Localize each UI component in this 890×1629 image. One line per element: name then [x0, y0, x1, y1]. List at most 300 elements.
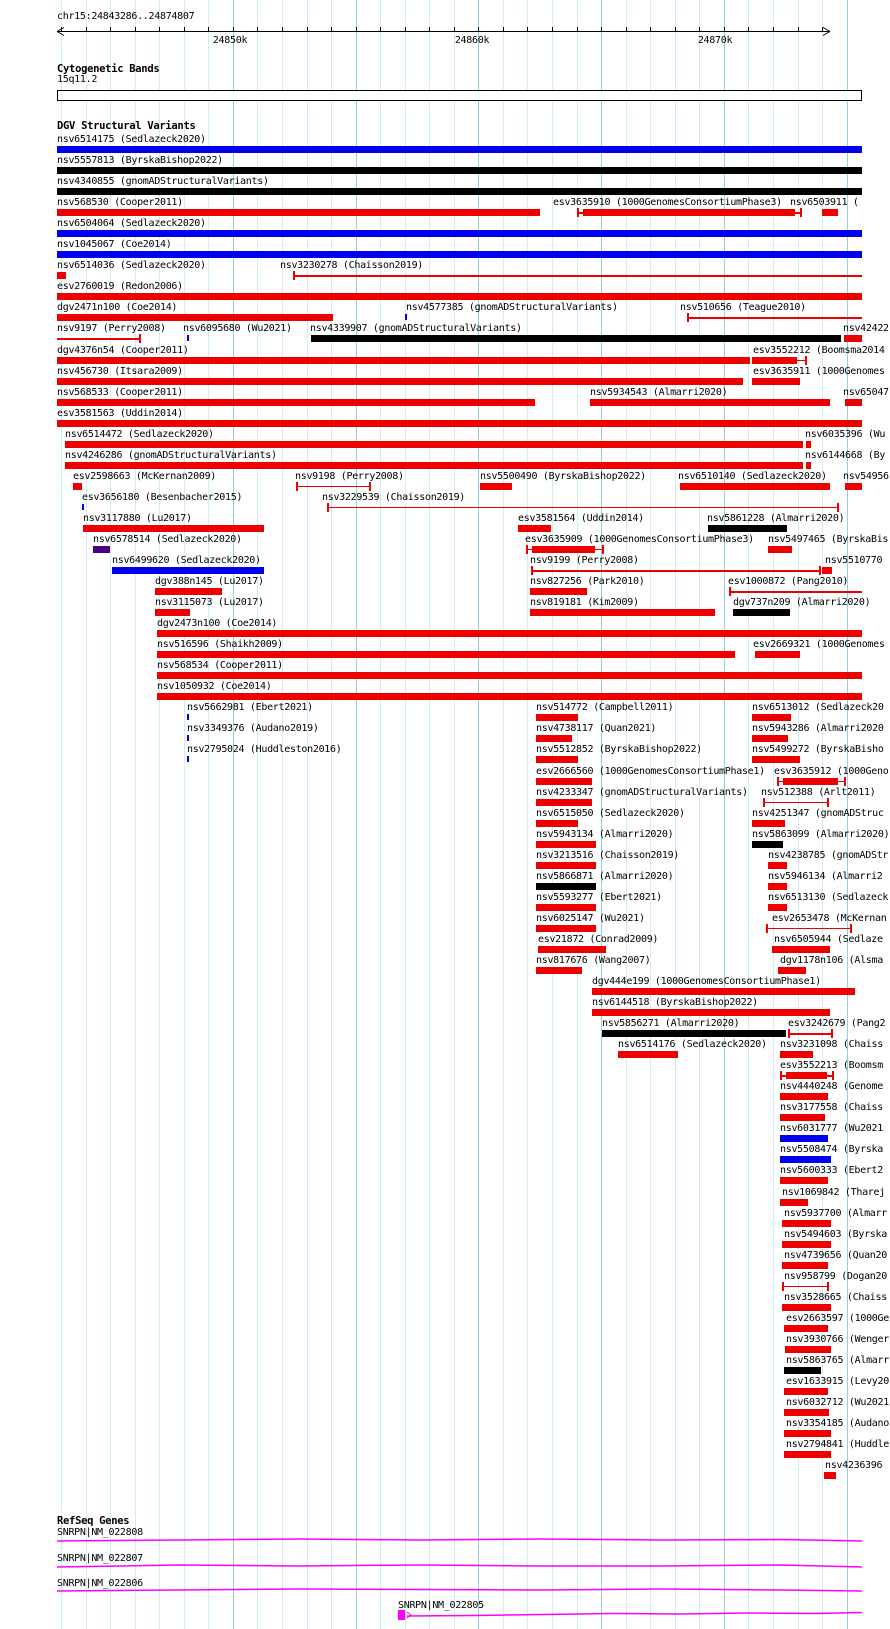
variant-label[interactable]: esv3635912 (1000Geno [774, 765, 889, 777]
variant-label[interactable]: esv21872 (Conrad2009) [538, 933, 659, 945]
variant-bar[interactable] [536, 904, 596, 911]
variant-bar[interactable] [536, 756, 578, 763]
variant-range-cap [819, 566, 821, 575]
variant-bar[interactable] [680, 483, 830, 490]
variant-label[interactable]: esv2669321 (1000Genomes [753, 639, 885, 651]
variant-bar[interactable] [844, 335, 862, 342]
gene-line[interactable] [407, 1613, 862, 1617]
variant-label[interactable]: esv3552213 (Boomsm [780, 1060, 883, 1072]
variant-label[interactable]: nsv5497465 (ByrskaBis [768, 533, 889, 545]
variant-range-cap [788, 1029, 790, 1038]
variant-bar[interactable] [806, 462, 811, 469]
ruler-tick [257, 27, 258, 31]
variant-range-line[interactable] [729, 591, 862, 593]
variant-label[interactable]: nsv9199 (Perry2008) [530, 555, 639, 566]
variant-label[interactable]: nsv3213516 (Chaisson2019) [536, 849, 680, 861]
variant-bar[interactable] [752, 820, 785, 827]
gene-start-exon-box[interactable] [398, 1610, 405, 1620]
ruler-tick [208, 27, 209, 31]
variant-bar[interactable] [845, 483, 862, 490]
variant-range-line[interactable] [57, 338, 140, 340]
variant-label[interactable]: esv3242679 (Pang2 [788, 1018, 886, 1030]
variant-label[interactable]: nsv3528665 (Chaiss [784, 1291, 887, 1303]
variant-label[interactable]: nsv5557813 (ByrskaBishop2022) [57, 155, 223, 167]
ruler-tick [748, 27, 749, 31]
variant-label[interactable]: nsv6505944 (Sedlaze [774, 933, 883, 945]
ruler-tick [331, 27, 332, 31]
ruler-tick [626, 27, 627, 31]
variant-bar[interactable] [780, 1156, 831, 1163]
variant-bar[interactable] [57, 378, 743, 385]
variant-range-line[interactable] [293, 275, 862, 277]
variant-label[interactable]: dgv4376n54 (Cooper2011) [57, 344, 189, 356]
variant-label[interactable]: nsv5937700 (Almarr [784, 1207, 887, 1219]
ruler-tick [454, 27, 455, 31]
variant-label[interactable]: nsv3117880 (Lu2017) [83, 512, 192, 524]
variant-range-cap [831, 1029, 833, 1038]
ruler-tick [822, 27, 823, 31]
gene-direction-arrow-icon [407, 1612, 411, 1618]
ruler-tick [699, 27, 700, 31]
variant-bar[interactable] [536, 925, 596, 932]
variant-label[interactable]: esv2653478 (McKernan [772, 912, 887, 924]
variant-bar[interactable] [57, 146, 862, 153]
variant-bar[interactable] [83, 525, 264, 532]
variant-bar[interactable] [536, 799, 592, 806]
variant-label[interactable]: nsv6031777 (Wu2021 [780, 1123, 883, 1135]
variant-label[interactable]: nsv6144668 (By [805, 449, 886, 461]
variant-bar[interactable] [752, 735, 788, 742]
variant-label[interactable]: nsv4440248 (Genome [780, 1081, 883, 1093]
variant-label[interactable]: nsv568530 (Cooper2011) [57, 197, 183, 209]
variant-label[interactable]: nsv6578514 (Sedlazeck2020) [93, 533, 242, 545]
variant-bar[interactable] [784, 1409, 829, 1416]
variant-bar[interactable] [536, 735, 572, 742]
variant-range-cap [766, 924, 768, 933]
variant-bar[interactable] [536, 967, 582, 974]
variant-label[interactable]: nsv514772 (Campbell2011) [536, 702, 674, 714]
variant-bar[interactable] [752, 756, 800, 763]
ruler-tick [527, 27, 528, 31]
variant-label[interactable]: nsv5861228 (Almarri2020) [707, 512, 845, 524]
variant-label[interactable]: nsv2795024 (Huddleston2016) [187, 744, 342, 756]
variant-bar[interactable] [590, 399, 830, 406]
variant-point-tick[interactable] [82, 504, 84, 510]
variant-point-tick[interactable] [187, 714, 189, 720]
variant-label[interactable]: nsv6514175 (Sedlazeck2020) [57, 134, 206, 145]
variant-label[interactable]: nsv817676 (Wang2007) [536, 954, 651, 966]
variant-label[interactable]: nsv4246286 (gnomADStructuralVariants) [65, 449, 277, 461]
variant-label[interactable]: nsv6499620 (Sedlazeck2020) [112, 555, 261, 566]
variant-label[interactable]: nsv5856271 (Almarri2020) [602, 1018, 740, 1030]
ruler-tick [233, 27, 234, 31]
variant-label[interactable]: nsv6144518 (ByrskaBishop2022) [592, 997, 758, 1009]
variant-label[interactable]: nsv3354185 (Audano [786, 1418, 889, 1430]
variant-range-cap [293, 271, 295, 280]
variant-label[interactable]: nsv5500490 (ByrskaBishop2022) [480, 470, 646, 482]
variant-label[interactable]: nsv54956 [843, 470, 889, 482]
variant-bar[interactable] [157, 630, 862, 637]
variant-bar[interactable] [602, 1030, 786, 1037]
ruler-coordinate-label: 24850k [212, 35, 248, 46]
variant-whisker-cap [800, 208, 802, 217]
gene-label[interactable]: SNRPN|NM_022805 [398, 1600, 484, 1611]
variant-range-line[interactable] [327, 507, 838, 509]
variant-bar[interactable] [768, 904, 787, 911]
variant-bar[interactable] [538, 946, 606, 953]
variant-bar[interactable] [782, 1220, 831, 1227]
variant-whisker-cap [577, 208, 579, 217]
variant-label[interactable]: nsv6504064 (Sedlazeck2020) [57, 218, 206, 230]
variant-label[interactable]: nsv4238785 (gnomADStr [768, 849, 889, 861]
variant-label[interactable]: nsv5946134 (Almarri2 [768, 870, 883, 882]
variant-label[interactable]: dgv1178n106 (Alsma [780, 954, 883, 966]
variant-range-line[interactable] [531, 570, 820, 572]
variant-label[interactable]: esv3635909 (1000GenomesConsortiumPhase3) [525, 533, 754, 545]
variant-bar[interactable] [768, 546, 792, 553]
variant-bar[interactable] [93, 546, 110, 553]
variant-bar[interactable] [780, 1199, 808, 1206]
ruler-tick [675, 27, 676, 31]
variant-label[interactable]: nsv4340855 (gnomADStructuralVariants) [57, 176, 269, 188]
variant-range-line[interactable] [296, 486, 370, 488]
variant-range-cap [687, 313, 689, 322]
variant-bar[interactable] [786, 1072, 827, 1079]
variant-range-cap [296, 482, 298, 491]
variant-label[interactable]: nsv4251347 (gnomADStruc [752, 807, 884, 819]
variant-label[interactable]: nsv2794841 (Huddle [786, 1439, 889, 1451]
ruler-tick [135, 27, 136, 31]
variant-label[interactable]: nsv456730 (Itsara2009) [57, 365, 183, 377]
variant-label[interactable]: esv1000872 (Pang2010) [728, 576, 849, 588]
ruler-tick [478, 27, 479, 31]
variant-label[interactable]: nsv5866871 (Almarri2020) [536, 870, 674, 882]
variant-label[interactable]: nsv510656 (Teague2010) [680, 302, 806, 314]
variant-bar[interactable] [155, 588, 222, 595]
variant-label[interactable]: nsv5494603 (Byrska [784, 1228, 887, 1240]
variant-bar[interactable] [57, 314, 333, 321]
variant-label[interactable]: dgv388n145 (Lu2017) [155, 576, 264, 588]
variant-bar[interactable] [536, 820, 578, 827]
variant-bar[interactable] [824, 1472, 836, 1479]
variant-whisker-cap [844, 777, 846, 786]
variant-bar[interactable] [782, 1262, 828, 1269]
variant-point-tick[interactable] [187, 756, 189, 762]
variant-label[interactable]: nsv6025147 (Wu2021) [536, 912, 645, 924]
variant-range-cap [850, 924, 852, 933]
variant-bar[interactable] [768, 862, 787, 869]
variant-bar[interactable] [784, 1430, 831, 1437]
variant-bar[interactable] [536, 714, 578, 721]
variant-bar[interactable] [536, 778, 592, 785]
variant-label[interactable]: dgv2473n100 (Coe2014) [157, 618, 278, 630]
variant-bar[interactable] [806, 441, 811, 448]
variant-label[interactable]: esv2663597 (1000Ge [786, 1312, 889, 1324]
variant-bar[interactable] [783, 778, 838, 785]
variant-label[interactable]: dgv2471n100 (Coe2014) [57, 302, 178, 314]
variant-bar[interactable] [708, 525, 787, 532]
ruler-tick [429, 27, 430, 31]
variant-label[interactable]: nsv5512852 (ByrskaBishop2022) [536, 744, 702, 756]
refseq-section-title: RefSeq Genes [57, 1515, 130, 1527]
variant-range-line[interactable] [766, 928, 851, 930]
variant-range-cap [827, 798, 829, 807]
variant-bar[interactable] [822, 209, 838, 216]
variant-label[interactable]: esv3656180 (Besenbacher2015) [82, 491, 243, 503]
variant-label[interactable]: nsv5943286 (Almarri2020 [752, 723, 884, 735]
variant-label[interactable]: nsv6513130 (Sedlazeck [768, 891, 889, 903]
variant-bar[interactable] [65, 441, 803, 448]
variant-label[interactable]: esv3552212 (Boomsma2014 [753, 344, 885, 356]
variant-label[interactable]: nsv568533 (Cooper2011) [57, 386, 183, 398]
variant-point-tick[interactable] [405, 314, 407, 320]
variant-bar[interactable] [57, 420, 862, 427]
variant-range-cap [827, 1282, 829, 1291]
variant-label[interactable]: esv3581563 (Uddin2014) [57, 407, 183, 419]
variant-label[interactable]: nsv6514036 (Sedlazeck2020) [57, 260, 206, 272]
variant-bar[interactable] [780, 1093, 828, 1100]
variant-label[interactable]: nsv1069842 (Tharej [782, 1186, 885, 1198]
variant-bar[interactable] [530, 588, 587, 595]
variant-whisker-cap [526, 545, 528, 554]
variant-label[interactable]: nsv4339907 (gnomADStructuralVariants) [310, 323, 522, 335]
variant-whisker-cap [805, 356, 807, 365]
variant-label[interactable]: nsv5863099 (Almarri2020) [752, 828, 890, 840]
variant-label[interactable]: nsv819181 (Kim2009) [530, 597, 639, 609]
variant-label[interactable]: nsv958799 (Dogan20 [784, 1270, 887, 1282]
ruler-tick [356, 27, 357, 31]
region-label: chr15:24843286..24874807 [57, 11, 195, 22]
variant-point-tick[interactable] [187, 335, 189, 341]
ruler-tick [601, 27, 602, 31]
variant-label[interactable]: nsv3231098 (Chaiss [780, 1039, 883, 1051]
variant-point-tick[interactable] [187, 735, 189, 741]
variant-label[interactable]: esv2598663 (McKernan2009) [73, 470, 217, 482]
ruler-line [57, 31, 830, 32]
variant-bar[interactable] [780, 1051, 813, 1058]
variant-bar[interactable] [780, 1135, 828, 1142]
variant-range-line[interactable] [788, 1033, 832, 1035]
gene-line[interactable] [57, 1565, 862, 1567]
variant-bar[interactable] [784, 1451, 831, 1458]
variant-bar[interactable] [755, 651, 800, 658]
ruler-tick [61, 27, 62, 31]
variant-range-line[interactable] [687, 317, 862, 319]
ruler-tick [380, 27, 381, 31]
variant-bar[interactable] [784, 1367, 821, 1374]
variant-bar[interactable] [57, 272, 66, 279]
variant-bar[interactable] [157, 693, 862, 700]
variant-bar[interactable] [785, 1346, 831, 1353]
variant-bar[interactable] [592, 988, 855, 995]
variant-label[interactable]: nsv6513012 (Sedlazeck20 [752, 702, 884, 714]
variant-range-cap [782, 1282, 784, 1291]
variant-label[interactable]: nsv5600333 (Ebert2 [780, 1165, 883, 1177]
variant-range-cap [369, 482, 371, 491]
variant-label[interactable]: nsv9198 (Perry2008) [295, 470, 404, 482]
variant-label[interactable]: nsv5863765 (Almarr [786, 1354, 889, 1366]
gene-label[interactable]: SNRPN|NM_022807 [57, 1553, 143, 1564]
variant-range-line[interactable] [763, 802, 828, 804]
variant-label[interactable]: nsv65047 [843, 386, 889, 398]
ruler-tick [86, 27, 87, 31]
ruler-tick [577, 27, 578, 31]
variant-bar[interactable] [73, 483, 82, 490]
ruler-tick [650, 27, 651, 31]
variant-bar[interactable] [780, 1177, 828, 1184]
variant-label[interactable]: nsv1050932 (Coe2014) [157, 681, 272, 693]
ruler-tick [552, 27, 553, 31]
variant-range-cap [327, 503, 329, 512]
variant-label[interactable]: esv3635911 (1000Genomes [753, 365, 885, 377]
variant-label[interactable]: nsv5508474 (Byrska [780, 1144, 883, 1156]
variant-bar[interactable] [752, 378, 800, 385]
dgv-section-title: DGV Structural Variants [57, 120, 196, 132]
ruler-tick [159, 27, 160, 31]
ruler-coordinate-label: 24870k [697, 35, 733, 46]
variant-label[interactable]: nsv516596 (Shaikh2009) [157, 639, 283, 651]
variant-label[interactable]: nsv5510770 [825, 555, 883, 566]
variant-label[interactable]: nsv6514472 (Sedlazeck2020) [65, 428, 214, 440]
variant-bar[interactable] [782, 1304, 831, 1311]
variant-bar[interactable] [784, 1388, 828, 1395]
variant-label[interactable]: nsv827256 (Park2010) [530, 576, 645, 588]
variant-label[interactable]: esv3635910 (1000GenomesConsortiumPhase3) [553, 197, 782, 209]
variant-bar[interactable] [536, 883, 596, 890]
variant-bar[interactable] [112, 567, 264, 574]
variant-whisker-cap [780, 1071, 782, 1080]
variant-bar[interactable] [784, 1325, 828, 1332]
variant-bar[interactable] [752, 357, 797, 364]
variant-label[interactable]: nsv3349376 (Audano2019) [187, 723, 319, 735]
variant-bar[interactable] [530, 609, 715, 616]
gene-line[interactable] [57, 1539, 862, 1541]
variant-label[interactable]: nsv6095680 (Wu2021) [183, 323, 292, 335]
ruler-coordinate-label: 24860k [454, 35, 490, 46]
variant-label[interactable]: nsv5499272 (ByrskaBisho [752, 744, 884, 756]
variant-label[interactable]: nsv1045067 (Coe2014) [57, 239, 172, 251]
variant-bar[interactable] [778, 967, 806, 974]
variant-bar[interactable] [780, 1114, 825, 1121]
variant-label[interactable]: nsv3115073 (Lu2017) [155, 597, 264, 609]
variant-bar[interactable] [592, 1009, 830, 1016]
variant-label[interactable]: nsv6514176 (Sedlazeck2020) [618, 1039, 767, 1051]
ruler-tick [503, 27, 504, 31]
variant-label[interactable]: nsv568534 (Cooper2011) [157, 660, 283, 672]
variant-bar[interactable] [782, 1241, 831, 1248]
variant-bar[interactable] [772, 946, 830, 953]
variant-bar[interactable] [733, 609, 790, 616]
variant-bar[interactable] [518, 525, 551, 532]
ruler-tick [110, 27, 111, 31]
variant-label[interactable]: nsv6510140 (Sedlazeck2020) [678, 470, 827, 482]
variant-bar[interactable] [752, 841, 783, 848]
variant-bar[interactable] [480, 483, 512, 490]
variant-bar[interactable] [752, 714, 791, 721]
cytoband-name-label: 15q11.2 [57, 74, 98, 85]
variant-range-cap [531, 566, 533, 575]
ruler-tick [405, 27, 406, 31]
variant-label[interactable]: nsv4577385 (gnomADStructuralVariants) [406, 302, 618, 314]
variant-label[interactable]: nsv4233347 (gnomADStructuralVariants) [536, 786, 748, 798]
variant-label[interactable]: nsv42422 [843, 323, 889, 335]
variant-bar[interactable] [157, 651, 735, 658]
variant-bar[interactable] [57, 230, 862, 237]
variant-label[interactable]: nsv6035396 (Wu [805, 428, 886, 440]
ruler-tick [282, 27, 283, 31]
gene-line[interactable] [57, 1589, 862, 1591]
ruler-tick [798, 27, 799, 31]
variant-bar[interactable] [65, 462, 803, 469]
ruler-tick [773, 27, 774, 31]
variant-label[interactable]: nsv4236396 [825, 1460, 883, 1472]
variant-label[interactable]: esv2666560 (1000GenomesConsortiumPhase1) [536, 765, 765, 777]
variant-label[interactable]: nsv3230278 (Chaisson2019) [280, 260, 424, 272]
variant-label[interactable]: nsv5943134 (Almarri2020) [536, 828, 674, 840]
variant-bar[interactable] [618, 1051, 678, 1058]
variant-bar[interactable] [583, 209, 795, 216]
variant-bar[interactable] [768, 883, 787, 890]
variant-label[interactable]: nsv4739656 (Quan20 [784, 1249, 887, 1261]
variant-label[interactable]: nsv6503911 ( [790, 197, 859, 209]
variant-label[interactable]: nsv3229539 (Chaisson2019) [322, 491, 466, 503]
variant-bar[interactable] [311, 335, 841, 342]
variant-range-line[interactable] [782, 1286, 828, 1288]
variant-bar[interactable] [57, 399, 535, 406]
variant-label[interactable]: esv1633915 (Levy20 [786, 1375, 889, 1387]
variant-bar[interactable] [155, 609, 190, 616]
variant-range-cap [837, 503, 839, 512]
variant-label[interactable]: nsv6032712 (Wu2021 [786, 1397, 889, 1408]
variant-bar[interactable] [57, 357, 750, 364]
variant-range-cap [763, 798, 765, 807]
variant-bar[interactable] [822, 567, 832, 574]
gene-label[interactable]: SNRPN|NM_022806 [57, 1578, 143, 1589]
variant-label[interactable]: dgv737n209 (Almarri2020) [733, 597, 871, 609]
gene-label[interactable]: SNRPN|NM_022808 [57, 1527, 143, 1538]
variant-range-cap [139, 334, 141, 343]
variant-label[interactable]: nsv5662981 (Ebert2021) [187, 702, 313, 714]
variant-bar[interactable] [536, 841, 596, 848]
variant-label[interactable]: esv3581564 (Uddin2014) [518, 512, 644, 524]
variant-bar[interactable] [536, 862, 596, 869]
variant-label[interactable]: nsv9197 (Perry2008) [57, 323, 166, 335]
variant-label[interactable]: esv2760019 (Redon2006) [57, 281, 183, 293]
variant-bar[interactable] [57, 251, 862, 258]
cytoband-section-title: Cytogenetic Bands [57, 63, 160, 75]
variant-label[interactable]: nsv4738117 (Quan2021) [536, 723, 657, 735]
variant-bar[interactable] [57, 188, 862, 195]
variant-bar[interactable] [157, 672, 862, 679]
variant-label[interactable]: nsv3177558 (Chaiss [780, 1102, 883, 1114]
variant-label[interactable]: nsv512388 (Arlt2011) [761, 786, 876, 798]
variant-whisker-cap [777, 777, 779, 786]
variant-bar[interactable] [57, 167, 862, 174]
ruler-tick [724, 27, 725, 31]
variant-whisker-cap [602, 545, 604, 554]
variant-label[interactable]: nsv3930766 (Wenger [786, 1333, 889, 1345]
variant-label[interactable]: nsv5934543 (Almarri2020) [590, 386, 728, 398]
variant-bar[interactable] [57, 293, 862, 300]
variant-label[interactable]: nsv5593277 (Ebert2021) [536, 891, 662, 903]
variant-bar[interactable] [57, 209, 540, 216]
variant-bar[interactable] [845, 399, 862, 406]
variant-whisker-cap [832, 1071, 834, 1080]
variant-label[interactable]: dgv444e199 (1000GenomesConsortiumPhase1) [592, 976, 821, 987]
variant-label[interactable]: nsv6515050 (Sedlazeck2020) [536, 807, 685, 819]
variant-bar[interactable] [532, 546, 595, 553]
ruler-tick [307, 27, 308, 31]
